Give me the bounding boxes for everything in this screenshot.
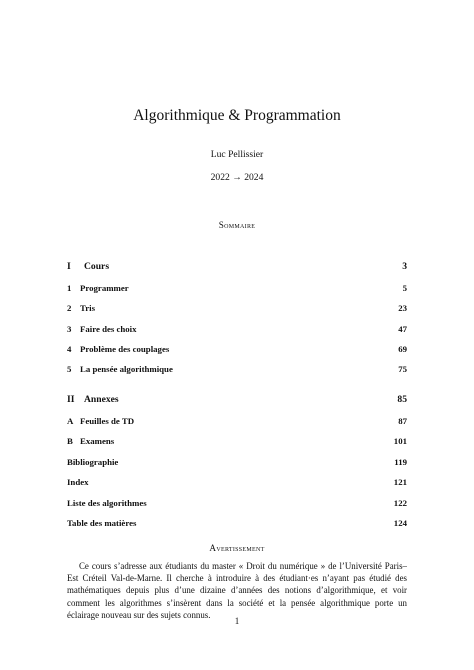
toc-entry[interactable] [67, 322, 407, 336]
toc-entry-label: Annexes [84, 394, 119, 405]
toc-entry-label: Faire des choix [80, 324, 137, 334]
toc-entry[interactable] [67, 496, 407, 510]
toc-entry-page: 122 [393, 498, 407, 508]
toc-entry-number: 5 [67, 364, 72, 374]
toc-entry-number: 2 [67, 303, 72, 313]
toc-entry-page: 75 [398, 364, 407, 374]
toc-entry-label: Examens [80, 436, 115, 446]
toc-entry-number: 3 [67, 324, 72, 334]
toc-entry[interactable] [67, 475, 407, 489]
toc-entry-page: 121 [393, 477, 407, 487]
toc-entry[interactable] [67, 260, 407, 274]
toc-entry-label: Problème des couplages [80, 344, 170, 354]
toc-entry[interactable] [67, 342, 407, 356]
toc-heading: Sommaire [218, 220, 256, 230]
toc-entry-page: 69 [398, 344, 407, 354]
toc-entry-page: 101 [393, 436, 407, 446]
toc-entry-page: 119 [394, 457, 407, 467]
toc-entry-label: Liste des algorithmes [67, 498, 147, 508]
warning-paragraph: Ce cours s’adresse aux étudiants du master « Droit du numérique » de l’Université Paris–Est Créteil Val-de-Marne. Il cherche à introduire à des étudiant·es n’ayant pas étudié des mathématiques depuis plus d’une dizaine d’années des notions d’algorithmique, et voir comment les algorithmes s’insèrent dans la société et la pensée algorithmique porte un éclairage nouveau sur des sujets connus. [67, 561, 407, 620]
toc-entry-number: I [67, 261, 71, 272]
toc-entry-number: 4 [67, 344, 72, 354]
document-title: Algorithmique & Programmation [133, 107, 341, 124]
toc-entry-label: Table des matières [67, 518, 137, 528]
toc-entry-number: A [67, 416, 74, 426]
toc-entry-page: 3 [402, 261, 407, 272]
toc-entry-number: B [67, 436, 73, 446]
toc-entry[interactable] [67, 516, 407, 530]
toc-entry-label: Bibliographie [67, 457, 119, 467]
toc-entry-label: Tris [80, 303, 95, 313]
toc-entry-page: 85 [397, 394, 407, 405]
document-dates: 2022 → 2024 [210, 172, 264, 183]
toc-entry-page: 124 [393, 518, 407, 528]
toc-entry[interactable] [67, 362, 407, 376]
toc-entry[interactable] [67, 414, 407, 428]
toc-entry-page: 5 [402, 283, 407, 293]
toc-entry-number: 1 [67, 283, 72, 293]
toc-entry[interactable] [67, 301, 407, 315]
toc-entry-label: La pensée algorithmique [80, 364, 173, 374]
toc-entry[interactable] [67, 434, 407, 448]
toc-entry[interactable] [67, 393, 407, 407]
toc-entry-page: 47 [398, 324, 407, 334]
toc-entry-number: II [67, 394, 75, 405]
page-number: 1 [234, 616, 240, 626]
toc-entry-page: 23 [398, 303, 407, 313]
toc-entry-label: Feuilles de TD [80, 416, 135, 426]
toc-entry[interactable] [67, 281, 407, 295]
toc-entry[interactable] [67, 455, 407, 469]
warning-heading: Avertissement [209, 543, 265, 553]
document-author: Luc Pellissier [210, 149, 264, 160]
toc-entry-label: Cours [84, 261, 110, 272]
toc-entry-page: 87 [398, 416, 407, 426]
toc-entry-label: Programmer [80, 283, 129, 293]
toc-entry-label: Index [67, 477, 89, 487]
